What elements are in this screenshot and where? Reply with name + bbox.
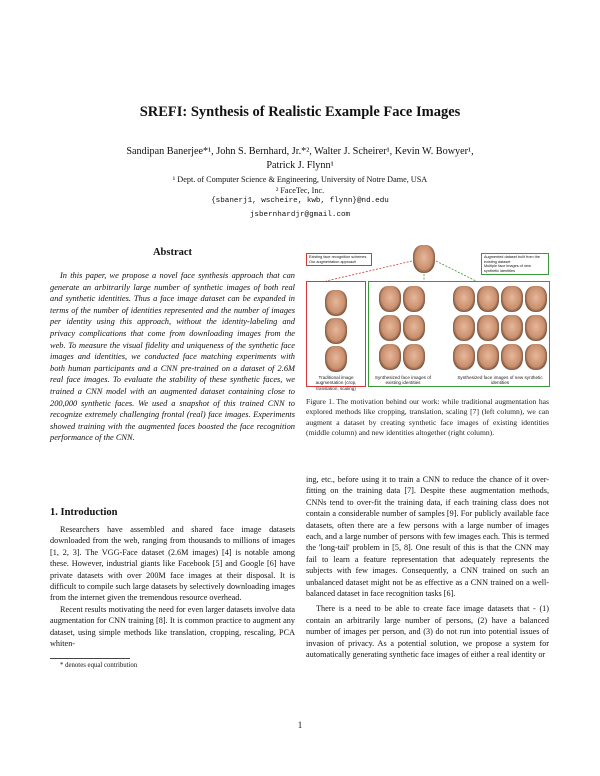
intro-paragraph-1: Researchers have assembled and shared face image datasets downloaded from the web, ranging from thousands to millions of images [1, 2, 3]. The VGG-Face dataset (2.6M images) [4] is notable among these. However, industrial giants like Facebook [5] and Google [6] have private datasets with over 200M face images at their disposal. It is difficult to compile such large datasets by selectively downloading images from the internet given the tremendous resource overhead. (50, 525, 295, 603)
face-thumbnail (477, 315, 499, 341)
face-thumbnail (403, 315, 425, 341)
intro-paragraph-2: Recent results motivating the need for even larger datasets involve data augmentation for CNN training [8]. It is common practice to augment any dataset, using simple methods like translation, cropping, rescaling, PCA whiten- (50, 604, 295, 649)
authors-line-1: Sandipan Banerjee*¹, John S. Bernhard, Jr.*², Walter J. Scheirer¹, Kevin W. Bowyer¹, (126, 146, 474, 157)
figure-1-caption: Figure 1. The motivation behind our work: while traditional augmentation has explored methods like cropping, translation, scaling [7] (left column), we can augment a dataset by creating synthetic face images of existing identities (middle column) and new identities altogether (right column). (306, 397, 549, 438)
face-thumbnail (379, 286, 401, 312)
authors-line-2: Patrick J. Flynn¹ (266, 160, 334, 171)
face-thumbnail (403, 286, 425, 312)
email-2: jsbernhardjr@gmail.com (249, 210, 351, 219)
face-thumbnail (525, 286, 547, 312)
face-thumbnail (525, 344, 547, 370)
legend-right-line-2: Multiple face images of new synthetic identities (484, 264, 531, 273)
panel-label-middle: Synthesized face images of existing identities (374, 375, 432, 386)
panel-synthesized-faces (368, 281, 550, 387)
author-list (40, 145, 560, 173)
introduction-body (50, 524, 295, 649)
affiliation-2: ² FaceTec, Inc. (275, 185, 325, 195)
abstract-text: In this paper, we propose a novel face synthesis approach that can generate an arbitrarily large number of synthetic images of both real and synthetic identities. Thus a face image dataset can be expanded in terms of the number of identities represented and the number of images per identity using this approach, without the identity-labeling and privacy complications that come from downloading images from the web. To measure the visual fidelity and uniqueness of the synthetic face images and identities, we conducted face matching experiments with both human participants and a CNN pre-trained on a dataset of 2.6M real face images. To evaluate the stability of these synthetic faces, we trained a CNN model with an augmented dataset containing close to 200,000 synthetic faces. We used a snapshot of this trained CNN to recognize extremely challenging frontal (real) face images. Experiments showed training with the augmented faces boosted the face recognition performance of the CNN. (50, 271, 295, 443)
face-thumbnail (501, 286, 523, 312)
face-thumbnail (477, 344, 499, 370)
legend-left-line-2: Our augmentation approach (309, 259, 357, 264)
right-column-body (306, 474, 549, 661)
face-thumbnail (453, 286, 475, 312)
face-thumbnail (325, 290, 347, 316)
panel-traditional-augmentation (306, 281, 366, 391)
face-thumbnail (501, 315, 523, 341)
connector-right (436, 261, 476, 281)
page-number: 1 (297, 720, 303, 730)
right-paragraph-2: There is a need to be able to create face image datasets that - (1) contain an arbitrarily large number of persons, (2) have a balanced number of images per person, and (3) do not run into potential issues of invasion of privacy. As a potential solution, we propose a system for automatically generating synthetic face images of either a real identity or (306, 604, 549, 660)
face-thumbnail (477, 286, 499, 312)
face-thumbnail (379, 344, 401, 370)
face-thumbnail (453, 315, 475, 341)
right-paragraph-1: ing, etc., before using it to train a CNN to reduce the chance of it over-fitting on the training data [7]. Despite these augmentation methods, CNNs tend to over-fit the training data, if each training class does not contain a considerable number of samples [9]. For publicly available face datasets, often there are a few persons with a large number of images each, and a large number of persons with few images each. This is termed the 'long-tail' problem in [5, 8]. One result of this is that the CNN may fail to learn a feature representation that adequately represents the subjects with few images. Consequently, a CNN trained on such an unbalanced dataset might not be as effective as a CNN trained on a well-balanced dataset in face recognition tasks [6]. (306, 475, 549, 599)
face-thumbnail (379, 315, 401, 341)
section-heading-introduction: 1. Introduction (50, 507, 118, 518)
email-1: {sbanerj1, wscheire, kwb, flynn}@nd.edu (211, 197, 389, 205)
abstract-heading: Abstract (152, 247, 193, 258)
face-thumbnail (325, 318, 347, 344)
face-thumbnail (453, 344, 475, 370)
paper-title: SREFI: Synthesis of Realistic Example Face Images (139, 104, 461, 120)
panel-label-right: Synthesized face images of new synthetic identities (457, 375, 543, 386)
footnote: * denotes equal contribution (60, 662, 138, 669)
legend-right-line-1: Augmented dataset built from the existing dataset (484, 255, 540, 264)
affiliations (40, 175, 560, 220)
figure-1 (306, 243, 549, 389)
face-thumbnail (325, 346, 347, 372)
legend-left-line-1: Existing face recognition schemes (309, 255, 367, 259)
footnote-rule (50, 658, 130, 659)
panel-label-left: Traditional image augmentation (crop, translation, scaling) (315, 375, 357, 391)
connector-left (326, 261, 412, 281)
face-thumbnail (403, 344, 425, 370)
face-thumbnail (501, 344, 523, 370)
affiliation-1: ¹ Dept. of Computer Science & Engineering, University of Notre Dame, USA (172, 175, 428, 184)
face-thumbnail (525, 315, 547, 341)
